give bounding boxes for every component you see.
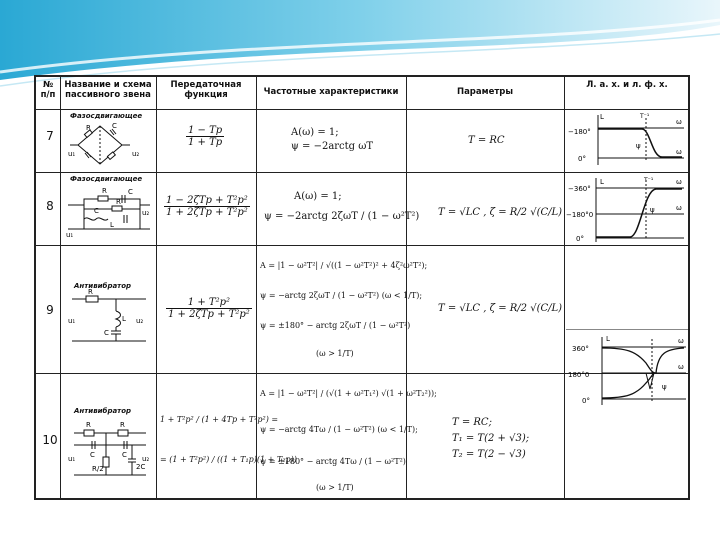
phase-plot	[566, 174, 690, 244]
svg-text:L: L	[606, 335, 610, 343]
header-transfer: Передаточная функция	[170, 80, 242, 100]
svg-text:T⁻¹: T⁻¹	[644, 177, 654, 184]
svg-text:R: R	[86, 421, 91, 429]
header-name: Название и схема пассивного звена	[64, 80, 152, 100]
svg-text:u₂: u₂	[136, 317, 144, 325]
schematic-title: Антивибратор	[74, 407, 132, 415]
svg-text:T⁻¹: T⁻¹	[640, 113, 650, 120]
svg-text:R: R	[88, 289, 93, 296]
row-number: 10	[42, 433, 58, 447]
svg-text:C: C	[112, 122, 117, 130]
svg-text:R: R	[120, 421, 125, 429]
svg-text:R: R	[102, 187, 107, 195]
freq-line: ψ = ±180° − arctg 4Tω / (1 − ω²T²)	[260, 457, 406, 466]
bridge-schematic	[66, 120, 154, 170]
transfer-function: $\frac{\text{1 + T²p²}}{\text{1 + 2ζTp + T²p²}}$	[168, 297, 250, 320]
freq-line: A(ω) = 1;	[291, 127, 339, 138]
svg-text:C: C	[104, 329, 109, 337]
double-t-schematic	[66, 415, 154, 487]
svg-text:u₁: u₁	[66, 231, 74, 239]
characteristics-table	[34, 75, 690, 500]
freq-line: ψ = −arctg 4Tω / (1 − ω²T²) (ω < 1/T);	[260, 425, 418, 434]
schematic-title: Фазосдвигающее	[70, 112, 143, 120]
svg-text:u₁: u₁	[68, 317, 76, 325]
svg-text:ψ: ψ	[650, 206, 655, 214]
freq-line: (ω > 1/T)	[316, 483, 354, 492]
row-number: 8	[46, 199, 54, 213]
svg-text:−180°: −180°	[568, 128, 591, 136]
freq-line: A = |1 − ω²T²| / (√(1 + ω²T₁²) √(1 + ω²T₂²));	[260, 389, 437, 398]
svg-text:R: R	[116, 198, 121, 206]
params: T₂ = T(2 − √3)	[452, 449, 526, 460]
params: T = RC;	[452, 417, 492, 428]
svg-text:−180°0: −180°0	[566, 211, 594, 219]
svg-text:ψ: ψ	[662, 383, 667, 391]
antivibrator-plot	[566, 329, 690, 409]
params: T = √LC , ζ = R/2 √(C/L)	[438, 207, 563, 218]
row-number: 9	[46, 303, 54, 317]
header-freq: Частотные характеристики	[263, 87, 399, 97]
lc-schematic	[64, 185, 154, 243]
freq-line: ψ = ±180° − arctg 2ζωT / (1 − ω²T²)	[260, 321, 411, 330]
svg-text:L: L	[110, 221, 114, 229]
header-params: Параметры	[456, 87, 514, 97]
svg-text:u₁: u₁	[68, 150, 76, 158]
freq-line: A(ω) = 1;	[294, 191, 342, 202]
freq-line: A = |1 − ω²T²| / √((1 − ω²T²)² + 4ζ²ω²T²);	[260, 261, 428, 270]
svg-text:2C: 2C	[136, 463, 146, 471]
svg-text:C: C	[122, 451, 127, 459]
svg-text:u₂: u₂	[142, 209, 150, 217]
svg-text:L: L	[600, 113, 604, 121]
svg-text:u₂: u₂	[132, 150, 140, 158]
params: T = √LC , ζ = R/2 √(C/L)	[438, 303, 563, 314]
svg-text:ω: ω	[676, 178, 682, 186]
svg-text:0°: 0°	[576, 235, 584, 243]
svg-text:L: L	[122, 315, 126, 323]
svg-text:u₁: u₁	[68, 455, 76, 463]
freq-line: ψ = −arctg 2ζωT / (1 − ω²T²) (ω < 1/T);	[260, 291, 423, 300]
header-num: № п/п	[40, 80, 56, 100]
svg-text:C: C	[90, 451, 95, 459]
schematic-title: Антивибратор	[74, 282, 132, 290]
svg-text:ω: ω	[676, 204, 682, 212]
svg-text:L: L	[600, 178, 604, 186]
freq-line: ψ = −2arctg 2ζωT / (1 − ω²T²)	[264, 211, 420, 222]
freq-line: (ω > 1/T)	[316, 349, 354, 358]
header-plots: Л. а. х. и л. ф. х.	[586, 80, 668, 90]
svg-text:360°: 360°	[572, 345, 589, 353]
svg-text:ω: ω	[678, 337, 684, 345]
svg-text:0°: 0°	[582, 397, 590, 405]
svg-text:0°: 0°	[578, 155, 586, 163]
params: T₁ = T(2 + √3);	[452, 433, 530, 444]
params: T = RC	[468, 135, 505, 146]
transfer-line: = (1 + T²p²) / ((1 + T₁p)(1 + T₂p))	[160, 455, 297, 464]
svg-text:u₂: u₂	[142, 455, 150, 463]
svg-text:−360°: −360°	[568, 185, 591, 193]
svg-text:C: C	[94, 207, 99, 215]
svg-text:180°0: 180°0	[568, 371, 590, 379]
row-number: 7	[46, 129, 54, 143]
transfer-line: 1 + T²p² / (1 + 4Tp + T²p²) =	[160, 415, 279, 424]
phase-plot	[566, 110, 690, 170]
svg-text:ω: ω	[678, 363, 684, 371]
transfer-function: $\frac{1 - Tp}{1 + Tp}$	[188, 125, 223, 148]
svg-text:R/2: R/2	[92, 465, 104, 473]
svg-text:ω: ω	[676, 148, 682, 156]
svg-text:R: R	[86, 124, 91, 132]
schematic-title: Фазосдвигающее	[70, 175, 143, 183]
svg-text:C: C	[128, 188, 133, 196]
freq-line: ψ = −2arctg ωT	[291, 141, 374, 152]
svg-text:ω: ω	[676, 118, 682, 126]
antivibrator-schematic	[66, 289, 154, 349]
svg-text:ψ: ψ	[636, 142, 641, 150]
transfer-function: $\frac{\text{1 − 2ζTp + T²p²}}{\text{1 + 2ζTp + T²p²}}$	[166, 195, 248, 218]
